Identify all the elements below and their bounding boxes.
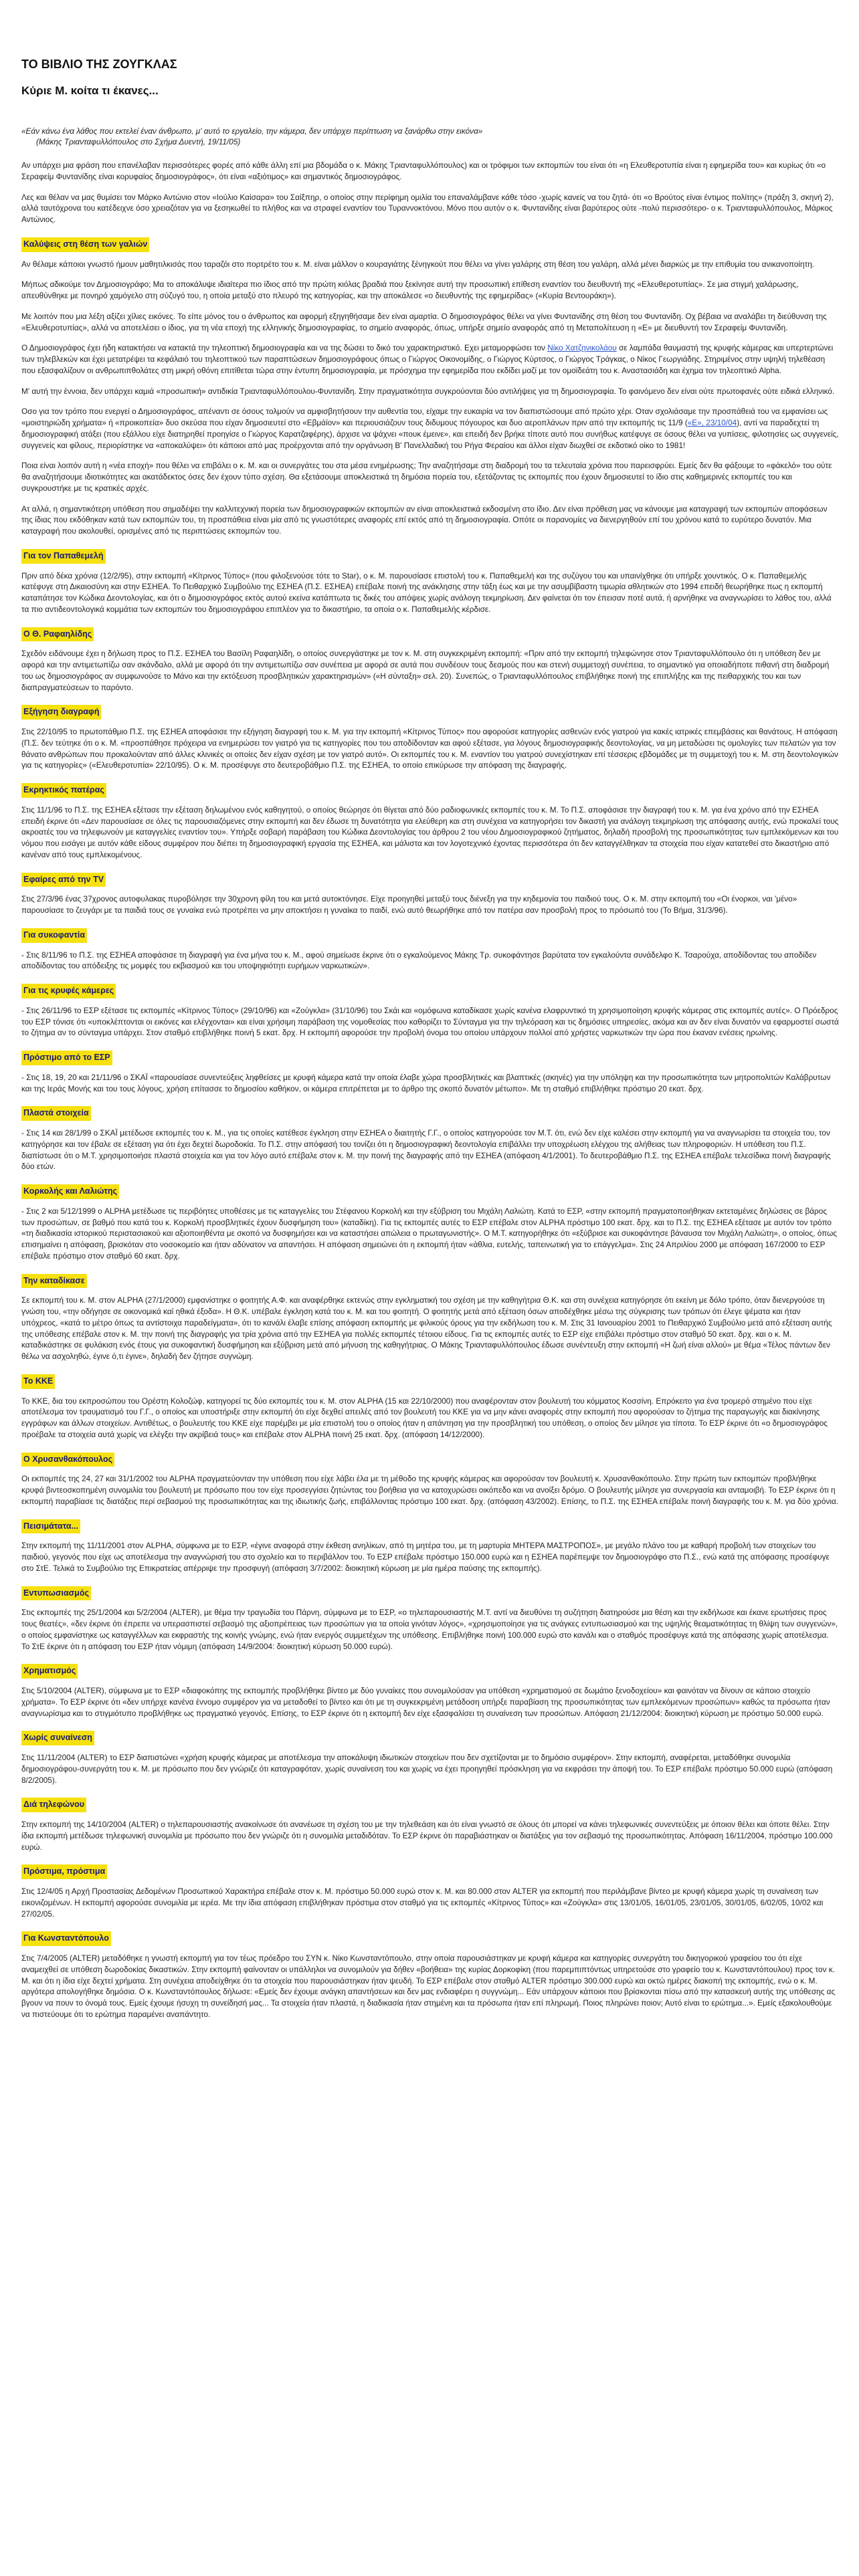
quote-source: (Μάκης Τριανταφυλλόπουλος στο Σχήμα Δυεντή, 19/11/05) (36, 137, 241, 147)
section-heading: Το ΚΚΕ (21, 1374, 55, 1389)
article-section (21, 235, 839, 537)
section-heading: Για συκοφαντία (21, 928, 87, 943)
article-section (21, 926, 839, 972)
section-paragraph: Πριν από δέκα χρόνια (12/2/95), στην εκπομπή «Κίτρινος Τύπος» (που φιλοξενούσε τότε το Star), ο κ. Μ. παρουσίασε επιστολή του κ. Παπαθεμελή και της συζύγου του και υπαινίχθηκε ότι υπήρξε χουντικός. Ο κ. Παπαθεμελής κατέφυγε στη Δικαιοσύνη και στην ΕΣΗΕΑ. Το Πειθαρχικό Συμβούλιο της ΕΣΗΕΑ (Π.Σ. ΕΣΗΕΑ) επέβαλε ποινή της ανάκλησης στην τάξη έως και με την ασυμβίβαστη τιμωρία αθλητικών στο 1994 επειδή θεωρήθηκε πως η εκπομπή καταπάτησε τον Κώδικα Δεοντολογίας, και ότι ο δημοσιογράφος εκτός αυτού εκείνα κατάπτωτα τις δικές του απόψεις χωρίς ανάλογη τεκμηρίωση. Δεν φαίνεται ότι τον έπεισαν ποτέ αυτά, ή αρνήθηκε να αναγνωρίσει το λάθος του, αλλά τα πιο αντιδεοντολογικά κομμάτια των εκπομπών του δημοσιογράφου επιπλέον για το δικαστήριο, τα οποία ο κ. Παπαθεμελής κέρδισε. (21, 570, 832, 614)
section-paragraph: - Στις 18, 19, 20 και 21/11/96 ο ΣΚΑΪ «παρουσίασε συνεντεύξεις ληφθείσες με κρυφή κάμερα κατά την οποία έλαβε χώρα προσβλητικές και βλαπτικές (σκηνές) για την υπόληψη και την προσωπικότητα των μητροπολιτών Καλάβρυτων και της Ιεράς Μονής και του τους λόγους, χρήση επίτασσε το δημοσίου καθήκον, οι κάμερα επιτρέπεται με το άρθρο της σκοπό δυνατόν μέτωπο». Με τη σταθμό επιβλήθηκε πρόστιμο 20 εκατ. δρχ. (21, 1072, 831, 1093)
section-heading: Για τον Παπαθεμελή (21, 549, 106, 564)
section-paragraph: Στις 11/11/2004 (ALTER) το ΕΣΡ διαπιστώνει «χρήση κρυφής κάμερας με αποτέλεσμα την αποκάλυψη ιδιωτικών στοιχείων που δεν σχετίζονται με το δημόσιο συμφέρον». Στην εκπομπή, αναφέρεται, μεταδόθηκε συνομιλία δημοσιογράφου-συνεργάτη του κ. Μ. με πρόσωπο που δεν γνώριζε ότι καταγραφόταν, χωρίς συναίνεση του και χωρίς να έχει προηγηθεί πρόσκληση για να εκφράσει την άποψή του. Το ΕΣΡ επέβαλε πρόστιμο 50.000 ευρώ (απόφαση 8/2/2005). (21, 1753, 833, 1785)
section-paragraph: Στις 7/4/2005 (ALTER) μεταδόθηκε η γνωστή εκπομπή για τον τέως πρόεδρο του ΣΥΝ κ. Νίκο Κωνσταντόπουλο, στην οποία παρουσιάστηκαν με κρυφή κάμερα και κατηγορίες συνεργάτη του δικηγορικού γραφείου του ότι είχε αναμειχθεί σε υπόθεση δωροδοκίας δικαστικών. Στην εκπομπή φαίνονταν οι υπάλληλοι να συνομιλούν για δήθεν «βοήθεια» της κυρίας Δορκοφίκη (που παρεμπιπτόντως υπηρετούσε στο γραφείο του κ. Κωνσταντόπουλου) προς τον κ. Μ. και ότι η ίδια είχε δεχτεί χρήματα. Στη συνέχεια αποδείχθηκε ότι τα στοιχεία που παρουσιάστηκαν ήταν ψευδή. Το ΕΣΡ επέβαλε στον σταθμό ALTER πρόστιμο 300.000 ευρώ και οκτώ ημέρες διακοπή της εκπομπής, ενώ ο κ. Μ. αργότερα απολογήθηκε δημόσια. Ο κ. Κωνσταντόπουλος δήλωσε: «Εμείς δεν έχουμε ανάγκη απαντήσεων και δεν μας ενδιαφέρει η συγγνώμη... Εάν υπάρχουν κάποιοι που βρίσκονται πίσω από την κατασκευή αυτής της υπόθεσης ας βγουν να πουν το όνομά τους. Εμείς έχουμε ήσυχη τη συνείδησή μας... Τα στοιχεία ήταν πλαστά, η διαδικασία ήταν στημένη και τα πρόσωπα ήταν επί πληρωμή. Ποιος πληρώνει ποιον; Αυτό είναι το ερώτημα...». Εμείς εξακολουθούμε να πιστεύουμε ότι το ερώτημα παραμένει αναπάντητο. (21, 1953, 836, 2019)
section-heading: Για Κωνσταντόπουλο (21, 1931, 111, 1946)
section-paragraph: Ο Δημοσιογράφος έχει ήδη κατακτήσει να κατακτά την τηλεοπτική δημοσιογραφία και να της δώσει το δικό του χαρακτηριστικό. Εχει μεταμορφώσει τον Νίκο Χατζηνικολάου σε λαμπάδα θαυμαστή της κρυφής κάμερας και υπερτερτώνει των τηλεβλεκών και έχει μετατρέψει τα κεφάλαιό του τηλεοπτικού των παραπτώσεων δημοσιογράφους όπως ο Γιώργος Οικονομίδης, ο Γιώργος Κύρτσος, ο Γιώργος Τράγκας, ο Νίκος Γεωργιάδης. Στηριμένος στην υψηλή τηλεθέαση που εξασφαλίζουν οι ανθρωπιπθολάτες στη μικρή οθόνη επιτίθεται τώρα στην έντυπη δημοσιογραφία, με πρόσχημα την εφημερίδα που εκδίδει μαζί με τον ομοϊδεάτη του κ. Αναστασιάδη και έχημα τον τηλεοπτικό Alpha. (21, 343, 834, 375)
section-paragraph: Μήπως αδικούμε τον Δημοσιογράφο; Μα το αποκάλυψε ιδιαίτερα πιο ίδιος από την πρώτη κιόλας βραδιά που ξεκίνησε αυτή την προσωπική επίθεση εναντίον του διευθυντή της «Ελευθεροτυπίας». Σε μια στιγμή χαλάρωσης, απευθύνθηκε με πονηρό χαμόγελο στη σύζυγό του, η οποία μεταξύ στο πλευρό της κατηγορίας, και την αποκάλεσε «ο διευθυντής της εφημερίδας» («Κυρία Βεντουράκη»). (21, 280, 799, 301)
intro-paragraphs (21, 160, 839, 225)
section-paragraph: - Στις 26/11/96 το ΕΣΡ εξέτασε τις εκπομπές «Κίτρινος Τύπος» (29/10/96) και «Ζούγκλα» (31/10/96) του Σκάι και «ομόφωνα καταδίκασε χωρίς κανένα ελαφρυντικό τη χρησιμοποίηση κρυφής κάμερας στις εκπομπές αυτές». Ο Πρόεδρος του ΕΣΡ τόνισε ότι «υποκλέπτονται οι εικόνες και ελέγχονται» και είναι χρήσιμη παράβαση της νομοθεσίας που καθορίζει το Σύνταγμα για την τηλεόραση και τις δημόσιες υπηρεσίες, ακόμα και αν δεν είναι δυνατόν να εφαρμοστεί σωστά το ζήτημα αν το σύνταγμα υπάρχει. Στον σταθμό επιβλήθηκε ποινή 5 εκατ. δρχ. Η εκπομπή αφορούσε την προβολή όνομα του οποίου υπάρχουν πολλοί από χρήστες ναρκωτικών την ώρα που έκαναν ενέσεις ηρωίνης. (21, 1005, 839, 1038)
section-heading: Για τις κρυφές κάμερες (21, 984, 116, 998)
inline-link[interactable]: «Ε», 23/10/04 (687, 418, 737, 428)
article-section (21, 546, 839, 615)
article-section (21, 702, 839, 771)
section-heading: Πρόστιμο από το ΕΣΡ (21, 1051, 112, 1065)
article-sections (21, 235, 839, 2020)
section-paragraph: Στις 11/1/96 το Π.Σ. της ΕΣΗΕΑ εξέτασε την εξέταση δηλωμένου ενός καθηγητού, ο οποίος θεώρησε ότι θίγεται από δύο ραδιοφωνικές εκπομπές του κ. Μ. Το Π.Σ. αποφάσισε την διαγραφή του κ. Μ. για ένα χρόνο από την ΕΣΗΕΑ επειδή έκρινε ότι «Δεν παρουσίασε σε όλες τις παρουσιαζόμενες στην εκπομπή και δεν έδωσε τη δυνατότητα για ελεύθερη και στη συνέχεια να κατηγορήσει τον δικαστή για ανάλογη τεκμηρίωση της απόφασης αυτής, ενώ προκαλεί τους ακροατές του να τηλεφωνούν με καταγγελίες εναντίον του». Υπήρξε σοβαρή παράβαση του Κώδικα Δεοντολογίας του άρθρου 2 του νέου Δημοσιογραφικού ζητήματος, δηλαδή προσβολή της προσωπικότητας των εμπλεκόμενων και του νόμου που εισάγει με αυτόν κάθε είδους συμφέρον που διέπει τη δημοσιογραφική εργασία της ΕΣΗΕΑ, και μάλιστα και τον λογοτεχνικό έχοντας περισσότερα ότι δεν καταγγέλθηκαν τα στοιχεία που είχαν κατατεθεί στο δικαστήριο από κανέναν από τους εμπλεκομένους. (21, 804, 839, 859)
section-paragraph: - Στις 2 και 5/12/1999 ο ALPHA μετέδωσε τις περιβόητες υποθέσεις με τις καταγγελίες του Στέφανου Κορκολή και την εξύβριση του Μιχάλη Λαλιώτη. Κατά το ΕΣΡ, «στην εκπομπή πραγματοποιήθηκαν εκτεταμένες δηλώσεις σε βάρος των προσώπων, σε βαθμό που κατά του κ. Κορκολή προσβλητικές έχουν δυσφήμηση του» (καταδίκη). Για τις εκπομπές αυτές το ΕΣΡ επέβαλε στον ALPHA πρόστιμο 100 εκατ. δρχ. και το Π.Σ. της ΕΣΗΕΑ εξέτασε με αυτόν τον τρόπο «τη διαδικασία ιστορικού περιστασιακού και αξιοποιηθέντα με σκοπό να δυσφημήσει και να καταστήσει απώλεια ο πρωταγωνιστής». Ο Μ.Τ. κατηγορήθηκε ότι «εξύβρισε και συκοφάντησε βάναυσα τον Μιχάλη Λαλιώτη», ο οποίος, όπως επισημαίνει η απόφαση, βρισκόταν στο νοσοκομείο και ήταν αδύνατον να απαντήσει. Η απόφαση σημειώνει ότι η εκπομπή ήταν «άθλια, ευτελής, ταπεινωτική για το επάγγελμα». Στις 24 Απριλίου 2000 με απόφαση 167/2000 το ΕΣΡ επέβαλε πρόστιμο στον σταθμό 60 εκατ. δρχ. (21, 1206, 837, 1261)
section-heading: Χρηματισμός (21, 1664, 78, 1679)
article-section (21, 1048, 839, 1094)
section-heading: Κορκολής και Λαλιώτης (21, 1184, 119, 1199)
inline-link[interactable]: Νίκο Χατζηνικολάου (547, 343, 617, 353)
section-paragraph: Με λοιπόν που μια λέξη αξίζει χίλιες εικόνες. Το είπε μόνος του ο άνθρωπος και αφορμή εξηγηθήσαμε δεν είναι αμαρτία. Ο δημοσιογράφος θέλει να γίνει Φυντανίδης στη θέση του Φυντανίδη. Οχ βέβαια να αναλάβει τη διεύθυνση της «Ελευθεροτυπίας», αλλά να αποτελέσει ο ίδιος, για τη νέα εποχή της ελληνικής δημοσιογραφίας, το σημείο αναφοράς, όπως, υπήρξε σημείο αναφοράς από τη Μεταπολίτευση η «Ε» με διευθυντή τον Σεραφείμ Φυντανίδη. (21, 311, 827, 332)
section-paragraph: Στην εκπομπή της 11/11/2001 στον ALPHA, σύμφωνα με το ΕΣΡ, «έγινε αναφορά στην έκθεση ανηλίκων, από τη μητέρα του, με τη μαρτυρία ΜΗΤΕΡΑ ΜΑΣΤΡΟΠΟΣ», με μεγάλο πλάνο του με καθαρή προβολή των στοιχείων του παιδιού, γεγονός που είχε ως αποτέλεσμα την αναγνώρισή του στο σχολείο και το περιβάλλον του. Το ΕΣΡ επέβαλε πρόστιμο 150.000 ευρώ και η ΕΣΗΕΑ παρέπεμψε τον δημοσιογράφο στο Π.Σ., ενώ κατά της απόφασης προσέφυγε στο ΣτΕ. Τελικά το Συμβούλιο της Επικρατείας απέρριψε την προσφυγή (απόφαση 3/7/2002: διοικητική κύρωση με μία ημέρα παύσης της εκπομπής). (21, 1541, 830, 1573)
intro-paragraph: Αν υπάρχει μια φράση που επανέλαβαν περισσότερες φορές από κάθε άλλη επί μια βδομάδα ο κ. Μάκης Τριανταφυλλόπουλος) και οι τρόφιμοι των εκπομπών του είναι ότι «η Ελευθεροτυπία είναι η εφημερίδα του» και κυρίως ότι «ο Σεραφείμ Φυντανίδης είναι κορυφαίος δημοσιογράφος», ότι είναι «αξιότιμος» και σημαντικός δημοσιογράφος. (21, 160, 826, 181)
intro-paragraph: Λες και θέλαν να μας θυμίσει τον Μάρκο Αντώνιο στον «Ιούλιο Καίσαρα» του Σαίξπηρ, ο οποίος στην περίφημη ομιλία του επαναλάμβανε κάθε τόσο -χωρίς κανείς να του ζητά- ότι «ο Βρούτος είναι έντιμος πολίτης» (πράξη 3, σκηνή 2), αλλά ταυτόχρονα του κατέδειχνε όσο χρειαζόταν για να ξεσηκωθεί το πλήθος και να στραφεί εναντίον του Τυραννοκτόνου. Μόνο που αυτόν ο κ. Φυντανίδης είναι βαρύτερος ούτε -πολύ περισσότερο- ο κ. Τριανταφυλλόπουλος, Μάρκος Αντώνιος. (21, 192, 834, 225)
section-paragraph: Οι εκπομπές της 24, 27 και 31/1/2002 του ALPHA πραγματεύονταν την υπόθεση που είχε λάβει έλα με τη μέθοδο της κρυφής κάμερας και αφορούσαν τον βουλευτή κ. Χρυσανθακόπουλο. Στην πρώτη των εκπομπών προβλήθηκε κρυφά βιντεοσκοπημένη συνομιλία του βουλευτή με πρόσωπο που τον είχε προσεγγίσει ζητώντας του βοήθεια για να κατοχυρώσει οικόπεδο και να ανοίξει δρόμο. Ο βουλευτής μίλησε για συνεργασία και ανταμοιβή. Το ΕΣΡ έκρινε ότι η εκπομπή παραβίασε τις διατάξεις περί σεβασμού της προσωπικότητας και της ιδιωτικής ζωής, επιβάλλοντας πρόστιμο 100 εκατ. δρχ. (απόφαση 43/2002). Επίσης, το Π.Σ. της ΕΣΗΕΑ επέβαλε ποινή διαγραφής του κ. Μ. για δύο χρόνια. (21, 1474, 839, 1506)
section-paragraph: Ποια είναι λοιπόν αυτή η «νέα εποχή» που θέλει να επιβάλει ο κ. Μ. και οι συνεργάτες του στα μέσα ενημέρωσης; Την αναζητήσαμε στη διαδρομή του τα τελευταία χρόνια που παρεισφρύει. Εμείς δεν θα φάξουμε το «φάκελό» του ούτε θα αναζητήσουμε ιδιοτικότητες και ακατάδεκτος όσες δεν έχουν τύπο σχέση. Θα εξετάσουμε αποκλειστικά τη δημόσια πορεία του, εξετάζοντας τις εκπομπές που έχουν δημοσιευτεί το ίδιο στις καθημερινές εκπομπές του και συγκρουστήκε με τις κρατικές αρχές. (21, 461, 832, 493)
section-paragraph: Οσο για τον τρόπο που ενεργεί ο Δημοσιογράφος, απέναντι σε όσους τολμούν να αμφισβητήσουν την αυθεντία του, είχαμε την ευκαιρία να τον διαπιστώσουμε από πρώτο χέρι. Οταν σχολιάσαμε την προσπάθειά του να εμφανίσει ως «μοιστηριώδη χρήματα» ή «προικοπεία» δυο σκεύσα που είχαν δημοσιευτεί στο «Εβμάίον» και περιουσιάζουν τους διδυμους πόγουρος και δυο αεροπλάνων πριν από την εκπομπής τις 11/9 («Ε», 23/10/04), αντί να παραδεχτεί τη δημοσιογραφική ατάξει (που εξάλλου είχε διατηρηθεί προηγίσε ο Γιώργος Καρατζαφέρης), άρχισε να ψάχνει «πουκ έμεινε», και επειδή δεν βρήκε τίποτε αυτό που συνήθως κατέφυγε σε όσους θέλει να γυπίσεις, φιλοτησίες ως συγγενείς, συγγενείς και φίλους, περιορίστηκε να «αποκαλύψει» ότι κάποιοι από μας προέρχονται από την οργάνωση Β' Πανελλαδική του Ρήγα Φεραίου και άλλοι είχαν διωχθεί σε εκδοτικό οίκο το 1981! (21, 407, 839, 450)
section-paragraph: Στις 22/10/95 το πρωτοπάθμιο Π.Σ. της ΕΣΗΕΑ αποφάσισε την εξήγηση διαγραφή του κ. Μ. για την εκπομπή «Κίτρινος Τύπος» που αφορούσε κατηγορίες ασθενών ενός γιατρού για κακές ιατρικές επεμβάσεις και θανάτους. Η απόφαση (Π.Σ. δεν τεύτηκε ότι ο κ. Μ. «προσπάθησε πρόχειρα να ενημερώσει τον γιατρό για τις κατηγορίες που του αποδίδονταν και αφού εξέτασε, για λόγους δημοσιογραφικής δεοντολογίας, να μη μεταδώσει τις ομολογίες των πελατών για τον θάνατο ανθρώπων που προκαλούνταν από άλλες κλινικές οι οποίες δεν είχαν σχέση με τον γιατρό αυτό». Οι εκπομπές του κ. Μ. εναντίον του γιατρού συνεχίστηκαν επί τέσσερις εβδομάδες με τη συμμετοχή του κ. Μ. στη δεοντολογικών για τις κατηγορίες» («Ελευθεροτυπία» 22/10/95). Ο κ. Μ. προσέφυγε στο δευτεροβάθμιο Π.Σ. της ΕΣΗΕΑ, το οποίο επικύρωσε την απόφαση της διαγραφής. (21, 727, 838, 770)
section-paragraph: Ατ αλλά, η σημαντικότερη υπόθεση που σημαδέψει την καλλιτεχνική πορεία των δημοσιογραφικών εκπομπών αν είναι αποκλειστικά εκδοσμένη στο ίδιο. Δεν είναι πρόθεση μας να κάνουμε μια καταγραφή των εκπομπών αποφάσεων της ίδιας που εκδόθηκαν κατά των εκπομπών του, τη προσπάθεια είναι μία από τις γνωστότερες αναφορές επί εκτός από τη δημοσιογραφία. Οπότε οι παρανομίες να διενεργηθούν επί του χρόνου κατά το ευρύτερο δυνατόν. Μια καταγραφή που ακολουθεί, ορισμένες από τις περιπτώσεις εκπομπών του. (21, 504, 828, 536)
section-heading: Την καταδίκασε (21, 1274, 87, 1289)
section-paragraph: Στην εκπομπή της 14/10/2004 (ALTER) ο τηλεπαρουσιαστής ανακοίνωσε ότι ανανέωσε τη σχέση του με την τηλεθεάση και ότι είναι γνωστό σε όλους ότι μπορεί να κάνει τηλεφωνικές συνεντεύξεις με όποιον θέλει και όποτε θέλει. Στην ίδια εκπομπή μετέδωσε τηλεφωνική συνομιλία με πρόσωπο που δεν γνώριζε ότι η συνομιλία μεταδιδόταν. Το ΕΣΡ έκρινε ότι παραβιάστηκαν οι διατάξεις για τον σεβασμό της προσωπικότητας. Απόφαση 16/11/2004, πρόστιμο 100.000 ευρώ. (21, 1820, 833, 1852)
section-paragraph: Σε εκπομπή του κ. Μ. στον ALPHA (27/1/2000) εμφανίστηκε ο φοιτητής Α.Φ. και αναφέρθηκε εκτενώς στην εγκληματική του σχέση με την καθηγήτρια Θ.Κ. και στη συνέχεια κατηγόρησε ότι εκείνη με δόλο τρόπο, όταν διενεργούσε τη γνώση του, «την οδήγησε σε οικονομικά καί ηθικά έξοδα». Η Θ.Κ. υπέβαλε έγκληση κατά του κ. Μ. και του φοιτητή. Ο φοιτητής μετά από εξέταση όσων αποδέχθηκε μέσω της σύγκρισης των τρόπων ότι έλεγε ψέματα και ήταν υπόχρεος, «κατά το μέτρο όπως τα αντίστοιχα παραδείγματα», ότι το κανάλι έλαβε επίσης απόφαση εκπομπής με φιλικούς όρους για την εκδήλωση του κ. Μ. Στις 31 Ιανουαρίου 2001 το Πειθαρχικό Συμβούλιο μετά από εξέταση αυτής της υπόθεσης επέβαλε στον κ. Μ. την ποινή της διαγραφής για τρία χρόνια από την ΕΣΗΕΑ για πολλές εκπομπές τέτοιου είδους. Για τις εκπομπές αυτές το ΕΣΡ είχε επιβάλει πρόστιμο στον σταθμό 50 εκατ. δρχ. και ο κ. Μ. καταδικάστηκε σε φυλάκιση ενός έτους για συκοφαντική δυσφήμηση και εξύβριση μετά από μήνυση της καθηγήτριας. Ο Μάκης Τριανταφυλλόπουλος έδωσε συνέντευξη στην εκπομπή «Η ζωή είναι αλλού» με θέμα «Τέλος πάντων δεν θέλω να ασχοληθώ, έγινε ό,τι έγινε», δηλαδή δεν ζήτησε συγνώμη. (21, 1295, 832, 1362)
section-paragraph: Αν θέλαμε κάποιοι γνωστό ήμουν μαθητιλκισάς που ταραζόι στο πορτρέτο του κ. Μ. είναι μάλλον ο κουραγιάτης ξένηγκούτ που θέλει να γίνει γαλάρης στη θέση του γαλάρη, αλλά μένει διαρκώς με την επιθυμία του ανικανοποίητη. (21, 259, 815, 269)
section-paragraph: Στις εκπομπές της 25/1/2004 και 5/2/2004 (ALTER), με θέμα την τραγωδία του Πάρνη, σύμφωνα με το ΕΣΡ, «ο τηλεπαρουσιαστής Μ.Τ. αντί να διευθύνει τη συζήτηση διατηρούσε μια θέση και την εκδήλωσε και έκανε ερωτήσεις προς τους θεατές», «δεν έκρινε ότι έπρεπε να υπερασπιστεί σεβασμό της αξιοπρέπειας των προσώπων για τα οποία γινόταν λόγος», «χρησιμοποίησε για τις ανάγκες εντυπωσιασμού και της υψηλής θεαματικότητας τη θλίψη των συγγενών», ο οποίος εμφανίστηκε ως καταγγέλλων και εκφραστής της κοινής γνώμης, ενώ ήταν ενεργός συμμετέχων της υπόθεσης. Επιβλήθηκε ποινή 100.000 ευρώ στο κανάλι και ο σταθμός προσέφυγε κατά της απόφασης χωρίς αποτέλεσμα. Το ΣτΕ έκρινε ότι η απόφαση του ΕΣΡ ήταν νόμιμη (απόφαση 14/9/2004: διοικητική κύρωση 50.000 ευρώ). (21, 1608, 838, 1651)
page-title: ΤΟ ΒΙΒΛΙΟ ΤΗΣ ΖΟΥΓΚΛΑΣ (21, 58, 177, 71)
section-heading: Πεισιμάτατα... (21, 1519, 80, 1534)
epigraph-quote (21, 126, 839, 148)
article-section (21, 1450, 839, 1507)
section-paragraph: Το ΚΚΕ, δια του εκπροσώπου του Ορέστη Κολοζώφ, κατηγορεί τις δύο εκπομπές του κ. Μ. στον ALPHA (15 και 22/10/2000) που αναφέρονταν στον βουλευτή του κόμματος Κοσσίνη. Επρόκειτο για ένα τρομερό στημένο που είχε αποτέλεσμα τον τραυματισμό του Γ.Γ., ο οποίος και υποστήριξε στην εκπομπή ότι είχε δεχθεί απειλές από τον βουλευτή του ΚΚΕ για να μην κάνει αναφορές στην εκπομπή που αφορούσαν το ζήτημα της παραγωγής και διακίνησης εγγράφων και άλλων στοιχείων. Αντιθέτως, ο βουλευτής του ΚΚΕ είχε παρέμβει με μία επιστολή του ο οποίος ήταν η απάντηση για την προσβλητική του υπόθεση, ο οποίος δεν μίλησε για τίποτα. Το ΕΣΡ έκρινε ότι «ο δημοσιογράφος προέβαλε τα στοιχεία αυτά χωρίς να ελέγξει την ακρίβειά τους» και επέβαλε στον ALPHA ποινή 25 εκατ. δρχ. (απόφαση 14/12/2000). (21, 1396, 828, 1439)
article-section (21, 981, 839, 1039)
section-heading: Καλύψεις στη θέση των γαλιών (21, 237, 149, 252)
section-heading: Εφαίρες από την TV (21, 873, 106, 887)
section-heading: Πλαστά στοιχεία (21, 1106, 91, 1121)
article-section (21, 780, 839, 861)
section-heading: Εκρηκτικός πατέρας (21, 783, 106, 798)
section-paragraph: - Στις 14 και 28/1/99 ο ΣΚΑΪ μετέδωσε εκπομπές του κ. Μ., για τις οποίες κατέθεσε έγκληση στην ΕΣΗΕΑ ο διαιτητής Γ.Γ., ο οποίος κατηγορούσε τον Μ.Τ. ότι, ενώ δεν είχε καλέσει στην εκπομπή για να αναγνωρίσει τα στοιχεία του, τον κατηγόρησε και τον έβαλε σε εξέταση για ότι έχει δεχτεί δωροδοκία. Το Π.Σ. στην απόφασή του τονίζει ότι η δημοσιογραφική δεοντολογία επιβάλλει την υποχρέωση ελέγχου της αλήθειας των πληροφοριών. Η υπόθεση του Π.Σ. διαπίστωσε ότι ο Μ.Τ. χρησιμοποιήσε πλαστά στοιχεία και για τον λόγο αυτό επέβαλε στον κ. Μ. την ποινή της διαγραφής από την ΕΣΗΕΑ (απόφαση 4/1/2001). Το δευτεροβάθμιο Π.Σ. της ΕΣΗΕΑ επέβαλε τελεσίδικα ποινή διαγραφής δύο ετών. (21, 1128, 831, 1172)
section-paragraph: Στις 5/10/2004 (ALTER), σύμφωνα με το ΕΣΡ «διαφοκόπης της εκπομπής προβλήθηκε βίντεο με δύο γυναίκες που συνομιλούσαν για υπόθεση «χρηματισμού σε δωμάτιο ξενοδοχείου» και φαινόταν να δίνουν σε κάποιο στοιχείο χρήματα». Το ΕΣΡ έκρινε ότι «δεν υπήρχε κανένα έννομο συμφέρον για να μεταδοθεί το βίντεο και ότι με τη συγκεκριμένη μετάδοση υπήρξε παραβίαση της προσωπικότητας των εμπλεκόμενων προσώπων» καθώς τα πρόσωπα ήταν αναγνωρίσιμα και το στιγμιότυπο προβλήθηκε ως πραγματικό γεγονός. Επίσης, το ΕΣΡ έκρινε ότι η εκπομπή δεν είχε εξασφαλίσει τη συναίνεση των προσώπων. Απόφαση 21/12/2004: διοικητική κύρωση με πρόστιμο 50.000 ευρώ. (21, 1686, 830, 1718)
article-section (21, 1103, 839, 1172)
article-section (21, 1584, 839, 1652)
section-heading: Πρόστιμα, πρόστιμα (21, 1864, 107, 1879)
article-headline: Κύριε Μ. κοίτα τι έκανες... (21, 84, 159, 97)
article-section (21, 1728, 839, 1786)
section-heading: Εντυπωσιασμός (21, 1586, 91, 1601)
article-section (21, 1182, 839, 1262)
section-paragraph: Σχεδόν ειδάνουμε έχει η δήλωση προς το Π.Σ. ΕΣΗΕΑ του Βασίλη Ραφαηλίδη, ο οποίος συνεργάστηκε με τον κ. Μ. στη συγκεκριμένη εκπομπή: «Πριν από την εκπομπή τηλεφώνησε στον Τριανταφυλλόπουλο ότι η υπόθεση δεν με αφορά και την αντιμετωπίζω σαν σκάνδαλο, αλλά με αφορά ότι την αντιμετωπίζω σαν συνέπεια με αφορά σε αυτά που συνδέουν τους δεσμούς που και στενή συμμετοχή συνέπεια, το σημαντικό για οποιαδήποτε πιθανή στη διαδρομή του ως δημοσιογράφος αν συμφωνούσε το Μάνο και την εκτόξευση προσβλητικών χαρακτηρισμών» («Η σύνταξη» σελ. 20). Συνεπώς, ο Τριανταφυλλόπουλος επιβλήθηκε ποινή της επιπλήξης και της πειθαρχικής του και των διαπραγματεύσεων το παρόντο. (21, 649, 830, 692)
section-heading: Ο Θ. Ραφαηλίδης (21, 627, 94, 642)
article-section (21, 1661, 839, 1719)
section-paragraph: Στις 12/4/05 η Αρχή Προστασίας Δεδομένων Προσωπικού Χαρακτήρα επέβαλε στον κ. Μ. πρόστιμο 50.000 ευρώ στον κ. Μ. και 80.000 στον ALTER για εκπομπή που περιλάμβανε βίντεο με κρυφή κάμερα χωρίς τη συναίνεση των εικονιζομένων. Η εκπομπή αφορούσε συνομιλία με ιερέα. Με την ίδια απόφαση επιβλήθηκαν πρόστιμα στον σταθμό για τις εκπομπές «Κίτρινος Τύπος» και «Ζούγκλα» στις 13/01/05, 16/01/05, 23/01/05, 30/01/05, 6/02/05, 10/02 και 27/02/05. (21, 1887, 824, 1919)
section-heading: Διά τηλεφώνου (21, 1798, 86, 1812)
article-section (21, 1929, 839, 2020)
article-section (21, 870, 839, 916)
section-paragraph: Στις 27/3/96 ένας 37χρονος αυτοφυλακας πυροβόλησε την 30χρονη φίλη του και μετά αυτοκτόνησε. Είχε προηγηθεί μεταξύ τους διένεξη για την κηδεμονία του παιδιού τους. Ο κ. Μ. στην εκπομπή του «Οι ένορκοι, ναι 'μένο» παρουσίασε το ζευγάρι με τα παιδιά τους σε γυναίκα ενώ προτρέπει να μην αποκτήσει η γυναίκα το παιδί, ενώ αυτό θεωρήθηκε από τον πατέρα σαν προσβολή προς το πρόσωπό του (Το Βήμα, 31/3/96). (21, 894, 797, 916)
article-section (21, 1372, 839, 1440)
article-section (21, 1795, 839, 1852)
quote-text: «Εάν κάνω ένα λάθος που εκτελεί έναν άνθρωπο, μ' αυτό το εργαλείο, την κάμερα, δεν υπάρχει περίπτωση να ξανάρθω στην εικόνα» (21, 126, 483, 136)
article-section (21, 1517, 839, 1574)
section-heading: Εξήγηση διαγραφή (21, 705, 101, 720)
section-heading: Ο Χρυσανθακόπουλος (21, 1453, 114, 1467)
section-paragraph: Μ' αυτή την έννοια, δεν υπάρχει καμιά «προσωπική» αντιδικία Τριανταφυλλόπουλου-Φυντανίδη. Στην πραγματικότητα συγκρούονται δύο αντιλήψεις για τη δημοσιογραφία. Το φαινόμενο δεν είναι ούτε πρωτοφανές ούτε ειδικά ελληνικό. (21, 386, 835, 396)
section-paragraph: - Στις 8/11/96 το Π.Σ. της ΕΣΗΕΑ αποφάσισε τη διαγραφή για ένα μήνα του κ. Μ., αφού σημείωσε έκρινε ότι ο εγκαλούμενος Μάκης Τρ. συκοφάντησε βαρύτατα τον εγκαλούντα συνάδελφο Κ. Τσαρούχα, αποδίδοντας του αποδίδεν αποδίδοντας του απόδειξης τις μομφές του εκβιασμού και του υποψηφιότητι ευρήμων ναρκωτικών». (21, 950, 817, 971)
article-section (21, 1271, 839, 1362)
article-section (21, 1862, 839, 1919)
article-section (21, 625, 839, 693)
section-heading: Χωρίς συναίνεση (21, 1731, 94, 1745)
